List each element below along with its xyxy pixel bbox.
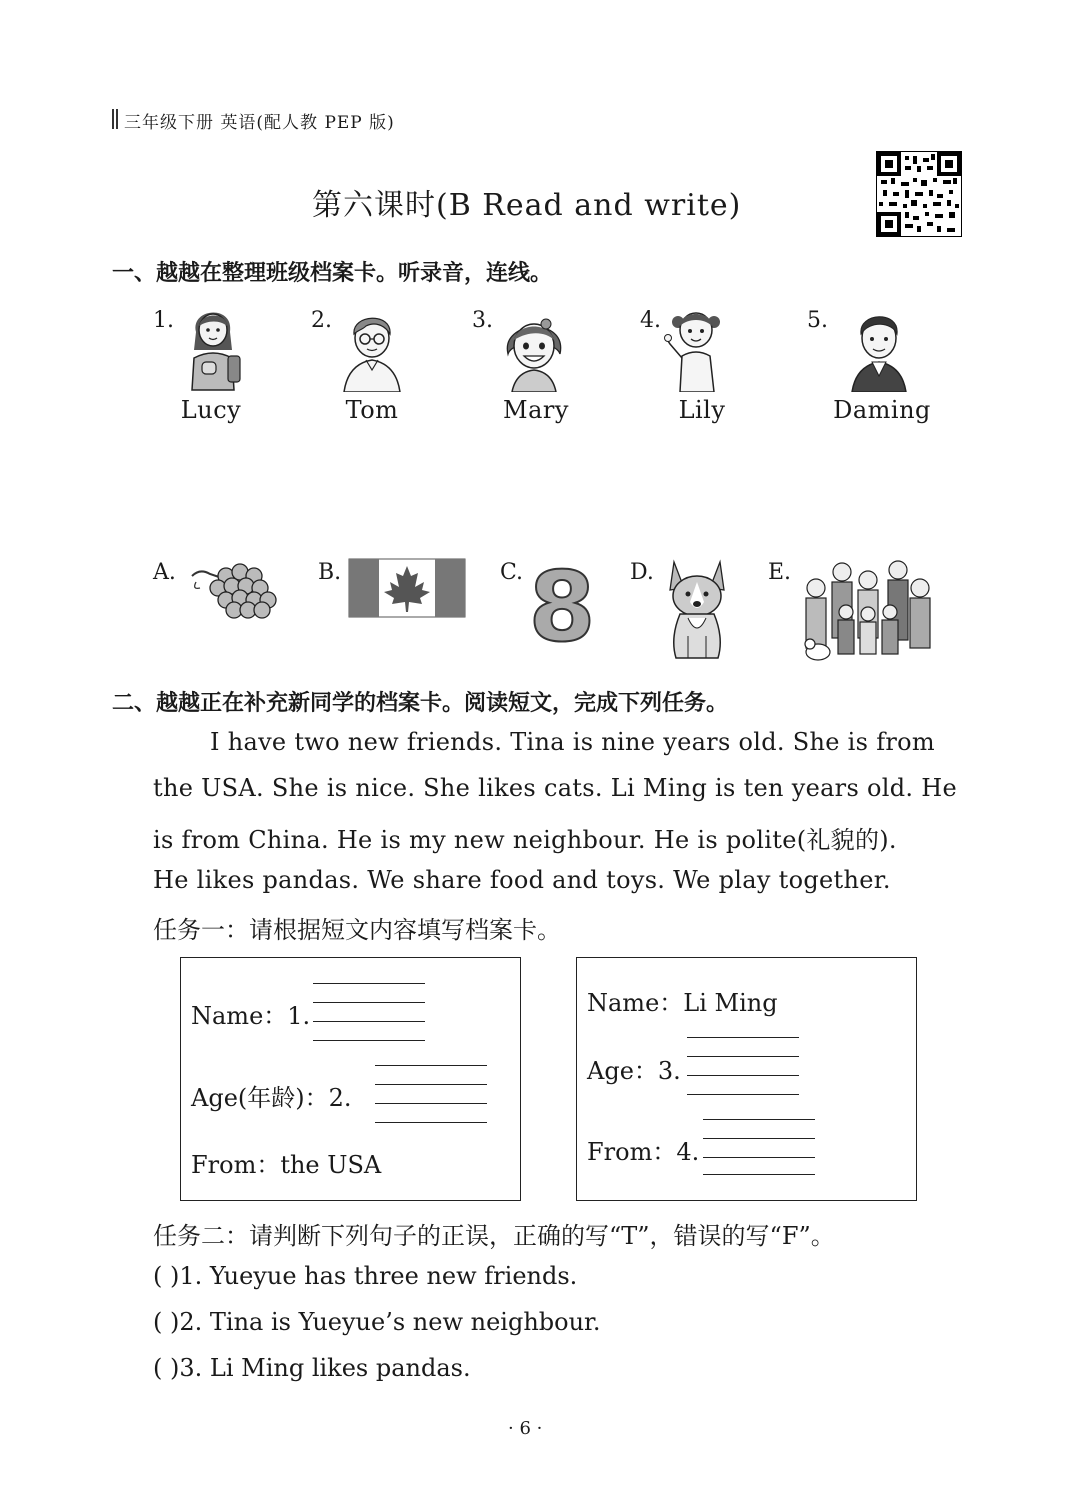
answer-line-2[interactable] — [375, 1103, 487, 1104]
person-number: 5. — [807, 308, 828, 333]
passage-line: is from China. He is my new neighbour. He is polite(礼貌的). — [153, 826, 897, 854]
answer-line-4[interactable] — [703, 1119, 815, 1120]
answer-line-2[interactable] — [375, 1122, 487, 1123]
card-from-label: From：the USA — [191, 1151, 382, 1179]
card-from-label: From：4. — [587, 1138, 700, 1166]
answer-line-3[interactable] — [687, 1056, 799, 1057]
family-group-icon — [800, 556, 936, 668]
option-letter: D. — [630, 560, 654, 585]
answer-line-2[interactable] — [375, 1084, 487, 1085]
person-number: 1. — [153, 308, 174, 333]
person-number: 2. — [311, 308, 332, 333]
option-letter: B. — [318, 560, 342, 585]
passage-line: the USA. She is nice. She likes cats. Li Ming is ten years old. He — [153, 774, 957, 802]
grapes-icon — [188, 562, 284, 624]
section-1-heading: 一、越越在整理班级档案卡。听录音，连线。 — [112, 261, 553, 286]
person-name: Mary — [503, 396, 569, 424]
option-letter: E. — [768, 560, 792, 585]
profile-card-2 — [576, 957, 917, 1201]
page-number: · 6 · — [508, 1418, 543, 1439]
answer-line-3[interactable] — [687, 1094, 799, 1095]
answer-line-1[interactable] — [313, 1021, 425, 1022]
answer-line-1[interactable] — [313, 1040, 425, 1041]
canada-flag-icon — [348, 558, 466, 622]
answer-line-1[interactable] — [313, 1002, 425, 1003]
answer-line-3[interactable] — [687, 1037, 799, 1038]
number-eight-icon — [530, 556, 592, 652]
card-name-label: Name：1. — [191, 1002, 311, 1030]
qr-code-icon[interactable] — [876, 151, 962, 237]
passage-line: He likes pandas. We share food and toys. We play together. — [153, 866, 891, 894]
answer-line-2[interactable] — [375, 1065, 487, 1066]
card-name-label: Name：Li Ming — [587, 989, 778, 1017]
card-age-label: Age：3. — [587, 1057, 681, 1085]
smiling-girl-icon — [500, 310, 568, 396]
passage-line: I have two new friends. Tina is nine years old. She is from — [210, 728, 935, 756]
profile-card-1 — [180, 957, 521, 1201]
judgement-item[interactable]: ( )1. Yueyue has three new friends. — [153, 1262, 578, 1290]
section-2-heading: 二、越越正在补充新同学的档案卡。阅读短文，完成下列任务。 — [112, 691, 729, 716]
answer-line-3[interactable] — [687, 1075, 799, 1076]
answer-line-4[interactable] — [703, 1157, 815, 1158]
waving-girl-icon — [664, 300, 728, 396]
boy-with-glasses-icon — [340, 308, 404, 396]
person-name: Tom — [345, 396, 399, 424]
task-1-instruction: 任务一：请根据短文内容填写档案卡。 — [153, 916, 561, 944]
option-letter: A. — [153, 560, 176, 585]
corgi-dog-icon — [660, 558, 734, 666]
boy-icon — [848, 306, 910, 396]
task-2-instruction: 任务二：请判断下列句子的正误，正确的写“T”，错误的写“F”。 — [153, 1222, 835, 1250]
person-number: 4. — [640, 308, 661, 333]
option-letter: C. — [500, 560, 524, 585]
person-name: Daming — [833, 396, 931, 424]
person-name: Lily — [678, 396, 726, 424]
girl-with-backpack-icon — [182, 298, 244, 396]
answer-line-1[interactable] — [313, 983, 425, 984]
judgement-item[interactable]: ( )2. Tina is Yueyue’s new neighbour. — [153, 1308, 601, 1336]
judgement-item[interactable]: ( )3. Li Ming likes pandas. — [153, 1354, 471, 1382]
answer-line-4[interactable] — [703, 1174, 815, 1175]
header-bar — [116, 109, 118, 129]
answer-line-4[interactable] — [703, 1138, 815, 1139]
person-name: Lucy — [180, 396, 242, 424]
svg-text:8: 8 — [530, 556, 592, 648]
book-header: 三年级下册 英语(配人教 PEP 版) — [124, 113, 395, 133]
lesson-title: 第六课时(B Read and write) — [312, 188, 742, 223]
header-bar — [112, 109, 114, 129]
card-age-label: Age(年龄)：2. — [191, 1084, 352, 1112]
person-number: 3. — [472, 308, 493, 333]
